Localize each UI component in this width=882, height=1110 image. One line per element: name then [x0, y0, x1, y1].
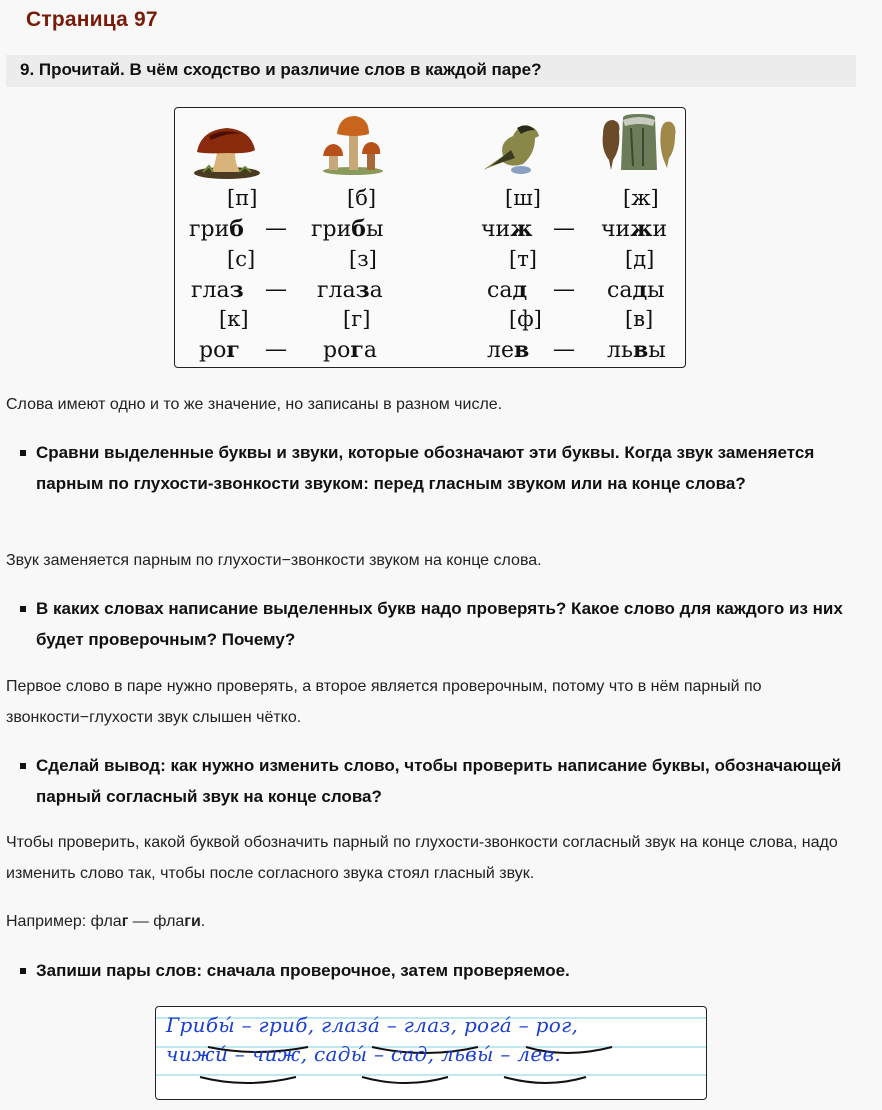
dash: — — [553, 216, 575, 241]
answer-3: Первое слово в паре нужно проверять, а второе является проверочным, потому что в нём парный по звонкости−глухости звук слышен чётко. — [6, 678, 762, 726]
word-glaz: глаз — [191, 277, 244, 303]
word-pairs-figure — [174, 107, 686, 368]
word-rog: рог — [199, 337, 240, 363]
siskin-bird-icon — [481, 118, 545, 176]
bullet-marker — [20, 763, 26, 769]
sound-v: [в] — [625, 307, 654, 331]
mushrooms-group-icon — [321, 114, 385, 176]
sound-b: [б] — [347, 186, 377, 210]
sound-g: [г] — [343, 307, 371, 331]
handwriting-line-2: чижи́ – чиж, сады́ – сад, львы́ – лев. — [166, 1042, 562, 1066]
sound-z: [з] — [349, 247, 377, 271]
word-chizhi: чижи — [601, 216, 668, 242]
answer-1: Слова имеют одно и то же значение, но записаны в разном числе. — [6, 396, 503, 413]
bullet-marker — [20, 968, 26, 974]
dash: — — [553, 277, 575, 302]
word-sad: сад — [487, 277, 528, 303]
word-roga: рога — [323, 337, 377, 363]
word-glaza: глаза — [317, 277, 383, 303]
sound-f: [ф] — [509, 307, 542, 331]
handwritten-answer — [155, 1006, 707, 1100]
question-3: В каких словах написание выделенных букв надо проверять? Какое слово для каждого из них будет проверочным? Почему? — [20, 593, 860, 655]
word-lev: лев — [487, 337, 530, 363]
dash: — — [553, 337, 575, 362]
word-sady: сады — [607, 277, 665, 303]
bullet-marker — [20, 606, 26, 612]
sound-s: [с] — [227, 247, 256, 271]
dash: — — [265, 216, 287, 241]
sound-p: [п] — [227, 186, 258, 210]
answer-2: Звук заменяется парным по глухости−звонкости звуком на конце слова. — [6, 552, 542, 569]
question-5: Запиши пары слов: сначала проверочное, затем проверяемое. — [20, 955, 860, 986]
word-lvy: львы — [607, 337, 666, 363]
sound-d: [д] — [625, 247, 655, 271]
sound-zh: [ж] — [623, 186, 659, 210]
sound-sh: [ш] — [505, 186, 541, 210]
page-title: Страница 97 — [26, 8, 158, 31]
question-2: Сравни выделенные буквы и звуки, которые обозначают эти буквы. Когда звук заменяется парным по глухости-звонкости звуком: перед гласным звуком или на конце слова? — [20, 437, 860, 499]
mushroom-single-icon — [189, 122, 265, 180]
word-grib: гриб — [189, 216, 244, 242]
answer-4: Чтобы проверить, какой буквой обозначить парный по глухости-звонкости согласный звук на конце слова, надо изменить слово так, чтобы после согласного звука стоял гласный звук. — [6, 834, 838, 882]
bullet-marker — [20, 450, 26, 456]
example-line: Например: флаг — флаги. — [6, 913, 206, 930]
siskins-pair-icon — [599, 114, 679, 176]
sound-t: [т] — [509, 247, 538, 271]
dash: — — [265, 337, 287, 362]
word-chizh: чиж — [481, 216, 533, 242]
dash: — — [265, 277, 287, 302]
task-heading: 9. Прочитай. В чём сходство и различие слов в каждой паре? — [6, 55, 856, 87]
sound-k: [к] — [219, 307, 249, 331]
word-griby: грибы — [311, 216, 384, 242]
question-4: Сделай вывод: как нужно изменить слово, чтобы проверить написание буквы, обозначающей парный согласный звук на конце слова? — [20, 750, 860, 812]
handwriting-line-1: Грибы́ – гриб, глаза́ – глаз, рога́ – рог, — [166, 1013, 579, 1037]
